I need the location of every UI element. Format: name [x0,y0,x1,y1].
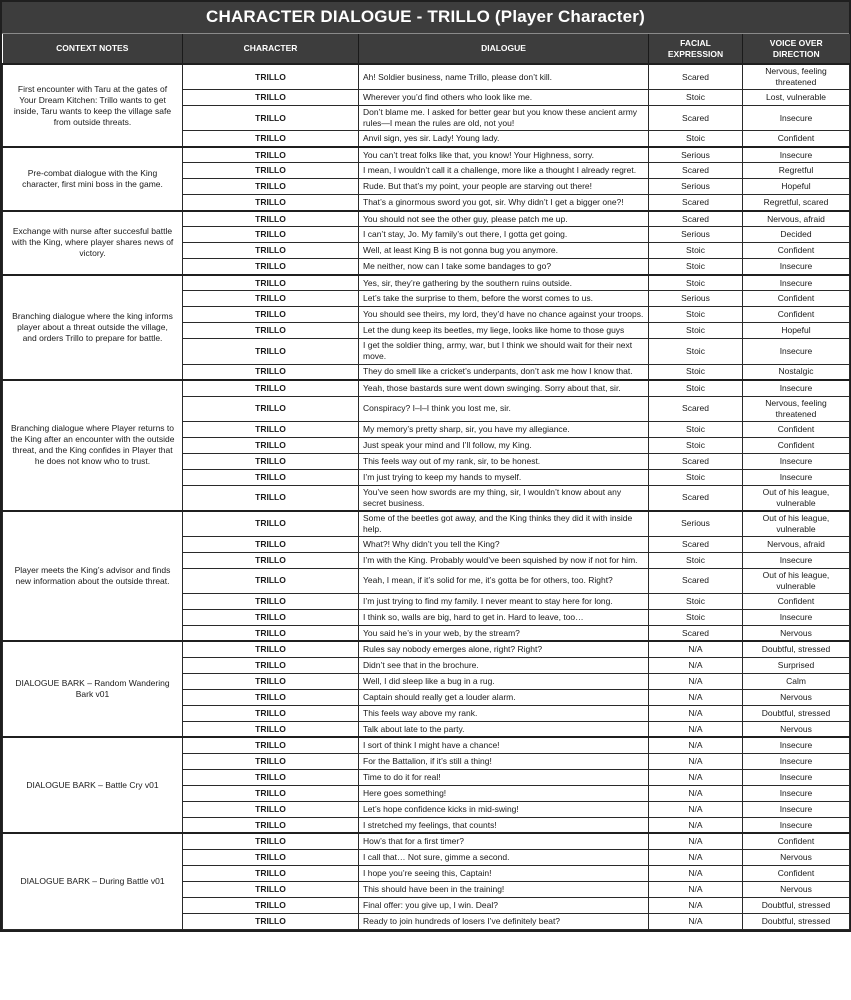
voice-over-cell: Insecure [743,609,850,625]
voice-over-cell: Insecure [743,469,850,485]
dialogue-cell: They do smell like a cricket’s underpants, don’t ask me how I know that. [359,364,649,380]
dialogue-cell: Ready to join hundreds of losers I’ve definitely beat? [359,913,649,929]
dialogue-cell: Ah! Soldier business, name Trillo, please don’t kill. [359,64,649,90]
dialogue-cell: That’s a ginormous sword you got, sir. Why didn’t I get a bigger one?! [359,195,649,211]
dialogue-cell: Let the dung keep its beetles, my liege, looks like home to those guys [359,323,649,339]
character-cell: TRILLO [183,259,359,275]
voice-over-cell: Confident [743,243,850,259]
dialogue-cell: You said he’s in your web, by the stream? [359,625,649,641]
table-row [3,211,850,227]
character-cell: TRILLO [183,90,359,106]
dialogue-cell: I sort of think I might have a chance! [359,737,649,753]
table-row [3,64,850,90]
table-row [3,275,850,291]
facial-expression-cell: Scared [649,163,743,179]
facial-expression-cell: Stoic [649,364,743,380]
voice-over-cell: Insecure [743,275,850,291]
character-cell: TRILLO [183,453,359,469]
context-notes-cell: Branching dialogue where the king informs player about a threat outside the village, and orders Trillo to prepare for battle. [3,275,183,380]
table-row [3,380,850,396]
character-cell: TRILLO [183,195,359,211]
dialogue-cell: This should have been in the training! [359,881,649,897]
context-notes-cell: Pre-combat dialogue with the King character, first mini boss in the game. [3,147,183,211]
facial-expression-cell: Stoic [649,90,743,106]
dialogue-cell: I stretched my feelings, that counts! [359,817,649,833]
facial-expression-cell: Serious [649,179,743,195]
facial-expression-cell: Stoic [649,307,743,323]
facial-expression-cell: N/A [649,737,743,753]
voice-over-cell: Decided [743,227,850,243]
character-cell: TRILLO [183,227,359,243]
voice-over-cell: Insecure [743,147,850,163]
facial-expression-cell: N/A [649,817,743,833]
character-cell: TRILLO [183,64,359,90]
table-header-row [3,34,850,64]
character-cell: TRILLO [183,897,359,913]
table-row [3,737,850,753]
voice-over-cell: Confident [743,833,850,849]
voice-over-cell: Nervous, feeling threatened [743,396,850,421]
facial-expression-cell: Serious [649,227,743,243]
table-row [3,147,850,163]
character-cell: TRILLO [183,593,359,609]
dialogue-cell: Time to do it for real! [359,769,649,785]
voice-over-cell: Regretful, scared [743,195,850,211]
voice-over-cell: Lost, vulnerable [743,90,850,106]
facial-expression-cell: N/A [649,897,743,913]
dialogue-cell: This feels way above my rank. [359,705,649,721]
table-row [3,511,850,537]
facial-expression-cell: Stoic [649,552,743,568]
context-notes-cell: Player meets the King’s advisor and finds new information about the outside threat. [3,511,183,642]
context-notes-cell: Exchange with nurse after succesful battle with the King, where player shares news of victory. [3,211,183,275]
character-cell: TRILLO [183,609,359,625]
facial-expression-cell: Scared [649,106,743,131]
character-cell: TRILLO [183,131,359,147]
facial-expression-cell: Stoic [649,421,743,437]
column-header-facial-expression: FACIAL EXPRESSION [649,34,743,64]
facial-expression-cell: N/A [649,865,743,881]
character-cell: TRILLO [183,307,359,323]
facial-expression-cell: Scared [649,396,743,421]
character-cell: TRILLO [183,380,359,396]
facial-expression-cell: N/A [649,721,743,737]
voice-over-cell: Nervous [743,849,850,865]
page-title: CHARACTER DIALOGUE - TRILLO (Player Character) [2,2,849,34]
dialogue-cell: Don’t blame me. I asked for better gear but you know these ancient army rules—I mean the rules are old, not you! [359,106,649,131]
column-header-dialogue: DIALOGUE [359,34,649,64]
dialogue-cell: You’ve seen how swords are my thing, sir, I wouldn’t know about any secret business. [359,485,649,511]
character-cell: TRILLO [183,785,359,801]
dialogue-cell: Talk about late to the party. [359,721,649,737]
dialogue-cell: I get the soldier thing, army, war, but I think we should wait for their next move. [359,339,649,364]
voice-over-cell: Insecure [743,453,850,469]
voice-over-cell: Surprised [743,657,850,673]
dialogue-cell: Let’s hope confidence kicks in mid-swing! [359,801,649,817]
column-header-character: CHARACTER [183,34,359,64]
voice-over-cell: Insecure [743,817,850,833]
character-cell: TRILLO [183,552,359,568]
voice-over-cell: Nervous [743,625,850,641]
facial-expression-cell: Stoic [649,323,743,339]
character-cell: TRILLO [183,673,359,689]
facial-expression-cell: Scared [649,211,743,227]
facial-expression-cell: Stoic [649,380,743,396]
facial-expression-cell: N/A [649,673,743,689]
dialogue-cell: How’s that for a first timer? [359,833,649,849]
table-body [3,64,850,929]
facial-expression-cell: Stoic [649,437,743,453]
character-cell: TRILLO [183,421,359,437]
facial-expression-cell: N/A [649,753,743,769]
facial-expression-cell: Stoic [649,131,743,147]
character-cell: TRILLO [183,721,359,737]
dialogue-cell: Rude. But that’s my point, your people are starving out there! [359,179,649,195]
dialogue-cell: Conspiracy? I–I–I think you lost me, sir. [359,396,649,421]
character-cell: TRILLO [183,364,359,380]
character-cell: TRILLO [183,275,359,291]
facial-expression-cell: Scared [649,625,743,641]
character-cell: TRILLO [183,396,359,421]
voice-over-cell: Insecure [743,552,850,568]
character-cell: TRILLO [183,485,359,511]
voice-over-cell: Insecure [743,259,850,275]
facial-expression-cell: Scared [649,195,743,211]
voice-over-cell: Confident [743,291,850,307]
facial-expression-cell: Stoic [649,469,743,485]
voice-over-cell: Doubtful, stressed [743,641,850,657]
facial-expression-cell: Serious [649,511,743,537]
character-cell: TRILLO [183,641,359,657]
context-notes-cell: DIALOGUE BARK – Random Wandering Bark v01 [3,641,183,737]
dialogue-cell: You can’t treat folks like that, you know! Your Highness, sorry. [359,147,649,163]
facial-expression-cell: N/A [649,657,743,673]
voice-over-cell: Regretful [743,163,850,179]
facial-expression-cell: N/A [649,833,743,849]
character-cell: TRILLO [183,737,359,753]
dialogue-cell: For the Battalion, if it’s still a thing! [359,753,649,769]
facial-expression-cell: Scared [649,453,743,469]
voice-over-cell: Insecure [743,380,850,396]
character-cell: TRILLO [183,769,359,785]
dialogue-cell: Captain should really get a louder alarm. [359,689,649,705]
voice-over-cell: Nervous [743,721,850,737]
character-cell: TRILLO [183,211,359,227]
character-cell: TRILLO [183,291,359,307]
facial-expression-cell: Stoic [649,593,743,609]
character-cell: TRILLO [183,339,359,364]
voice-over-cell: Out of his league, vulnerable [743,568,850,593]
column-header-context-notes: CONTEXT NOTES [3,34,183,64]
dialogue-cell: Rules say nobody emerges alone, right? Right? [359,641,649,657]
facial-expression-cell: N/A [649,913,743,929]
dialogue-cell: Wherever you’d find others who look like me. [359,90,649,106]
dialogue-cell: My memory’s pretty sharp, sir, you have my allegiance. [359,421,649,437]
character-cell: TRILLO [183,881,359,897]
dialogue-cell: I’m just trying to keep my hands to myself. [359,469,649,485]
character-cell: TRILLO [183,833,359,849]
dialogue-cell: I’m with the King. Probably would’ve been squished by now if not for him. [359,552,649,568]
facial-expression-cell: Serious [649,147,743,163]
dialogue-table [2,34,850,930]
dialogue-cell: I hope you’re seeing this, Captain! [359,865,649,881]
character-cell: TRILLO [183,511,359,537]
dialogue-cell: Just speak your mind and I’ll follow, my King. [359,437,649,453]
character-cell: TRILLO [183,536,359,552]
character-cell: TRILLO [183,437,359,453]
character-cell: TRILLO [183,106,359,131]
voice-over-cell: Nervous, afraid [743,536,850,552]
character-cell: TRILLO [183,849,359,865]
character-cell: TRILLO [183,147,359,163]
facial-expression-cell: Serious [649,291,743,307]
character-cell: TRILLO [183,179,359,195]
facial-expression-cell: N/A [649,689,743,705]
character-cell: TRILLO [183,753,359,769]
facial-expression-cell: Scared [649,568,743,593]
character-cell: TRILLO [183,817,359,833]
dialogue-cell: This feels way out of my rank, sir, to be honest. [359,453,649,469]
voice-over-cell: Insecure [743,106,850,131]
voice-over-cell: Confident [743,421,850,437]
context-notes-cell: DIALOGUE BARK – During Battle v01 [3,833,183,929]
dialogue-cell: What?! Why didn’t you tell the King? [359,536,649,552]
character-cell: TRILLO [183,865,359,881]
voice-over-cell: Confident [743,131,850,147]
voice-over-cell: Insecure [743,737,850,753]
voice-over-cell: Doubtful, stressed [743,897,850,913]
character-cell: TRILLO [183,469,359,485]
dialogue-cell: You should not see the other guy, please patch me up. [359,211,649,227]
facial-expression-cell: Scared [649,64,743,90]
facial-expression-cell: N/A [649,641,743,657]
character-cell: TRILLO [183,913,359,929]
voice-over-cell: Confident [743,437,850,453]
voice-over-cell: Nostalgic [743,364,850,380]
voice-over-cell: Hopeful [743,179,850,195]
facial-expression-cell: Stoic [649,609,743,625]
facial-expression-cell: N/A [649,881,743,897]
facial-expression-cell: Stoic [649,275,743,291]
column-header-voice-over-direction: VOICE OVER DIRECTION [743,34,850,64]
voice-over-cell: Out of his league, vulnerable [743,485,850,511]
voice-over-cell: Hopeful [743,323,850,339]
facial-expression-cell: Scared [649,485,743,511]
dialogue-cell: Anvil sign, yes sir. Lady! Young lady. [359,131,649,147]
voice-over-cell: Out of his league, vulnerable [743,511,850,537]
voice-over-cell: Confident [743,593,850,609]
facial-expression-cell: N/A [649,801,743,817]
table-row [3,641,850,657]
facial-expression-cell: N/A [649,785,743,801]
dialogue-cell: I can’t stay, Jo. My family’s out there, I gotta get going. [359,227,649,243]
voice-over-cell: Insecure [743,753,850,769]
character-cell: TRILLO [183,568,359,593]
dialogue-cell: Let’s take the surprise to them, before the worst comes to us. [359,291,649,307]
facial-expression-cell: N/A [649,705,743,721]
character-cell: TRILLO [183,705,359,721]
dialogue-cell: Final offer: you give up, I win. Deal? [359,897,649,913]
dialogue-cell: Yeah, those bastards sure went down swinging. Sorry about that, sir. [359,380,649,396]
voice-over-cell: Doubtful, stressed [743,705,850,721]
character-cell: TRILLO [183,689,359,705]
context-notes-cell: First encounter with Taru at the gates of Your Dream Kitchen: Trillo wants to get inside, Taru wants to keep the village safe from outside threats. [3,64,183,147]
voice-over-cell: Nervous [743,689,850,705]
voice-over-cell: Insecure [743,769,850,785]
voice-over-cell: Insecure [743,801,850,817]
facial-expression-cell: N/A [649,769,743,785]
facial-expression-cell: Scared [649,536,743,552]
voice-over-cell: Confident [743,865,850,881]
dialogue-cell: I mean, I wouldn’t call it a challenge, more like a thought I already regret. [359,163,649,179]
voice-over-cell: Nervous, feeling threatened [743,64,850,90]
dialogue-cell: Here goes something! [359,785,649,801]
character-cell: TRILLO [183,625,359,641]
character-cell: TRILLO [183,163,359,179]
dialogue-cell: I’m just trying to find my family. I never meant to stay here for long. [359,593,649,609]
voice-over-cell: Nervous [743,881,850,897]
facial-expression-cell: Stoic [649,243,743,259]
voice-over-cell: Doubtful, stressed [743,913,850,929]
dialogue-cell: I call that… Not sure, gimme a second. [359,849,649,865]
dialogue-cell: You should see theirs, my lord, they’d have no chance against your troops. [359,307,649,323]
dialogue-cell: Yes, sir, they’re gathering by the southern ruins outside. [359,275,649,291]
character-cell: TRILLO [183,323,359,339]
facial-expression-cell: Stoic [649,339,743,364]
voice-over-cell: Nervous, afraid [743,211,850,227]
context-notes-cell: Branching dialogue where Player returns to the King after an encounter with the outside threat, and the King confides in Player that he does not know who to trust. [3,380,183,511]
table-row [3,833,850,849]
voice-over-cell: Calm [743,673,850,689]
context-notes-cell: DIALOGUE BARK – Battle Cry v01 [3,737,183,833]
dialogue-cell: Well, I did sleep like a bug in a rug. [359,673,649,689]
dialogue-cell: Some of the beetles got away, and the King thinks they did it with inside help. [359,511,649,537]
character-cell: TRILLO [183,657,359,673]
dialogue-cell: I think so, walls are big, hard to get in. Hard to leave, too… [359,609,649,625]
voice-over-cell: Confident [743,307,850,323]
dialogue-cell: Yeah, I mean, if it’s solid for me, it’s gotta be for others, too. Right? [359,568,649,593]
voice-over-cell: Insecure [743,339,850,364]
character-cell: TRILLO [183,243,359,259]
character-cell: TRILLO [183,801,359,817]
dialogue-cell: Me neither, now can I take some bandages to go? [359,259,649,275]
facial-expression-cell: N/A [649,849,743,865]
voice-over-cell: Insecure [743,785,850,801]
facial-expression-cell: Stoic [649,259,743,275]
dialogue-cell: Didn’t see that in the brochure. [359,657,649,673]
dialogue-cell: Well, at least King B is not gonna bug you anymore. [359,243,649,259]
